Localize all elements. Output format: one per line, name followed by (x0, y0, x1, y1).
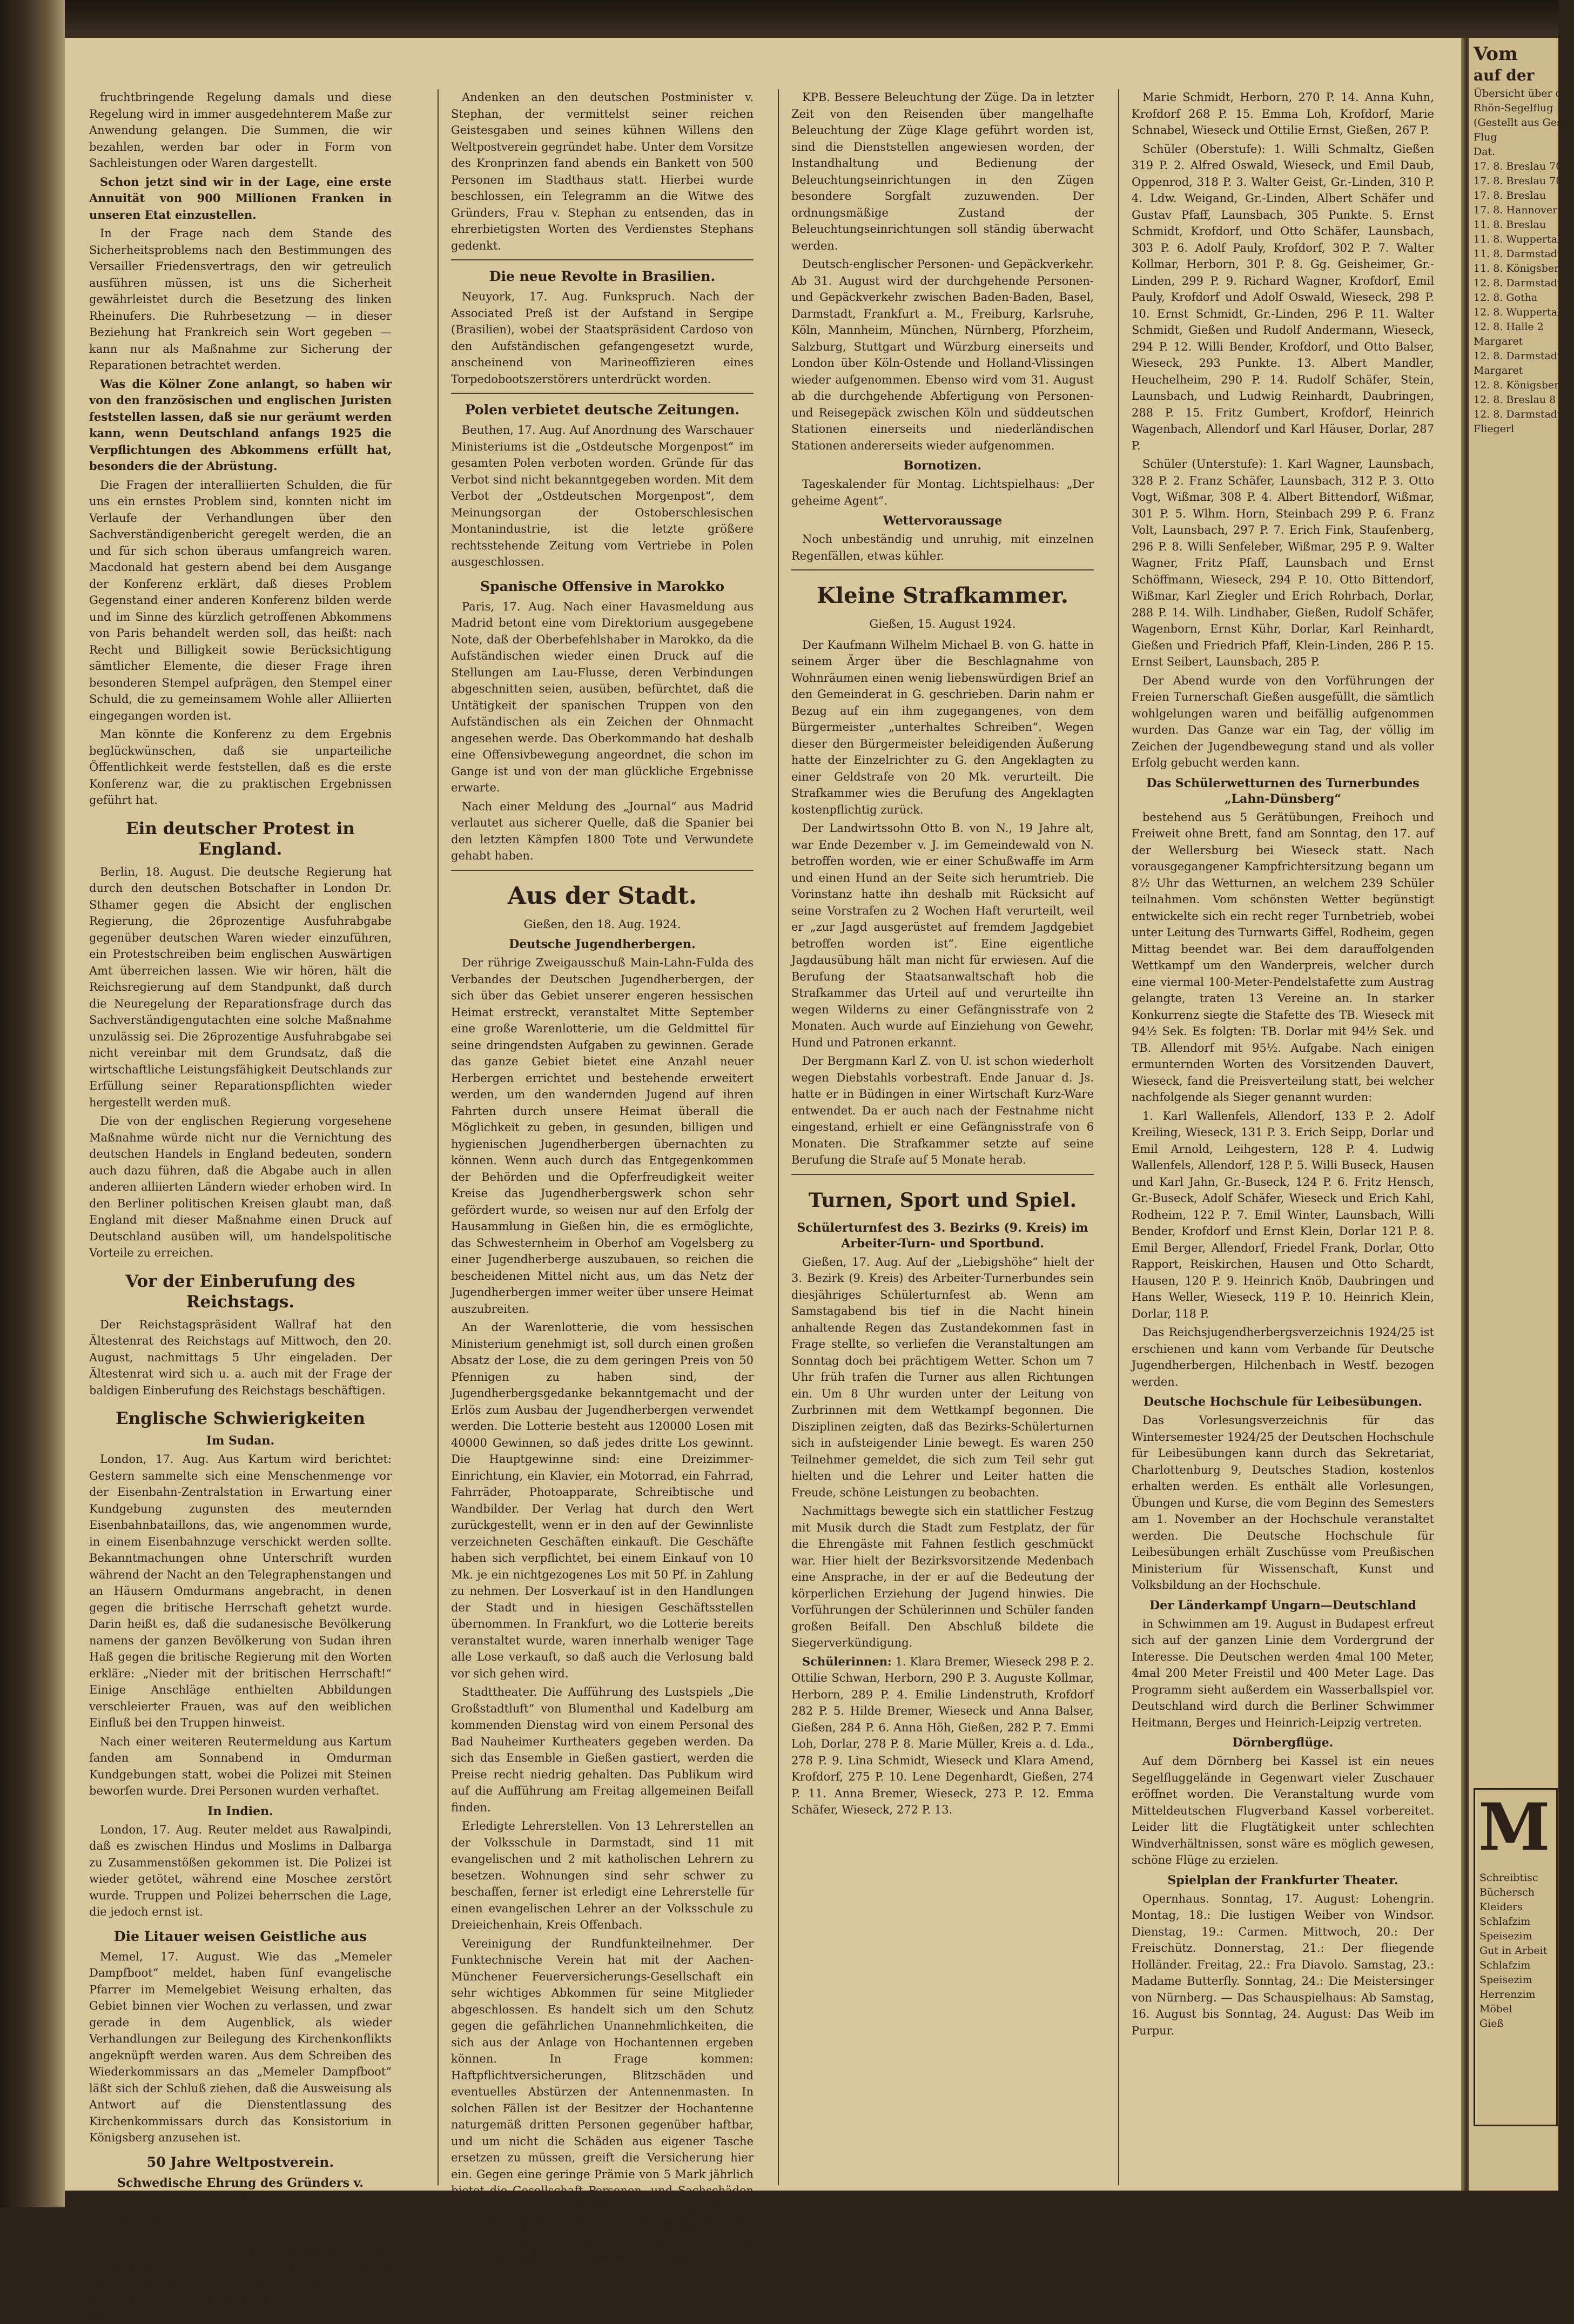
ad-line: Schlafzim (1479, 1915, 1553, 1929)
article-text: Das Vorlesungsverzeichnis für das Wintersemester 1924/25 der Deutschen Hochschule für Leibesübungen kann durch das Sekretariat, Charlottenburg 9, Deutsches Stadion, kostenlos erhalten werden. Es enthält alle Vorlesungen, Übungen und Kurse, die vom Beginn des Semesters am 1. November an der Hochschule veranstaltet werden. Die Deutsche Hochschule für Leibesübungen erhält Zuschüsse vom Preußischen Ministerium für Wissenschaft, Kunst und Volksbildung an der Hochschule. (1132, 1412, 1434, 1594)
headline-brasilien: Die neue Revolte in Brasilien. (451, 268, 754, 285)
article-text: Stadttheater. Die Aufführung des Lustspiels „Die Großstadtluft“ von Blumenthal und Kadelburg am kommenden Dienstag wird von einem Personal des Bad Nauheimer Kurtheaters gegeben werden. Da sich das Ensemble in Gießen gastiert, werden die Preise recht niedrig gehalten. Das Publikum wird auf die Aufführung am Freitag allgemeinen Beifall finden. (451, 1684, 754, 1816)
article-text: Andenken an den deutschen Postminister v. Stephan, der vermittelst seiner reichen Geistesgaben und seines kühnen Willens den Weltpostverein gegründet habe. Unter dem Vorsitze des Kronprinzen fand abends ein Bankett von 500 Personen im Stadthaus statt. Hierbei wurde beschlossen, ein Telegramm an die Witwe des Gründers, Frau v. Stephan zu entsenden, das in ehrerbietigsten Worten des Verdienstes Stephans gedenkt. (451, 89, 754, 254)
ad-letter: M (1475, 1790, 1556, 1865)
article-text: Was die Kölner Zone anlangt, so haben wir von den französischen und englischen Juristen feststellen lassen, daß sie nur geräumt werden kann, wenn Deutschland anfangs 1925 die Verpflichtungen des Abkommens erfüllt hat, besonders die der Abrüstung. (89, 376, 392, 475)
article-text: 1. Karl Wallenfels, Allendorf, 133 P. 2. Adolf Kreiling, Wieseck, 131 P. 3. Erich Seipp, Dorlar und Emil Arnold, Leihgestern, 128 P. 4. Ludwig Wallenfels, Allendorf, 128 P. 5. Willi Buseck, Hausen und Karl Jahn, Gr.-Buseck, 124 P. 6. Fritz Hensch, Gr.-Buseck, Adolf Schäfer, Wieseck und Erich Kahl, Rodheim, 122 P. 7. Emil Winter, Launsbach, Willi Bender, Krofdorf und Ernst Klein, Dorlar 121 P. 8. Emil Berger, Allendorf, Friedel Frank, Dorlar, Otto Rapport, Reiskirchen, Hausen und Otto Schardt, Hausen, 120 P. 9. Heinrich Knöb, Daubringen und Hans Weller, Wieseck, 119 P. 10. Heinrich Klein, Dorlar, 118 P. (1132, 1108, 1434, 1322)
adjacent-line: 12. 8. Halle 2 (1474, 320, 1555, 334)
adjacent-headline: Vom (1474, 43, 1555, 65)
column-rule (1118, 89, 1119, 2185)
article-text: Die Fragen der interalliierten Schulden, die für uns ein ernstes Problem sind, konnten nicht im Verlaufe der Verhandlungen über den Sachverständigenbericht geregelt werden, die an und für sich schon überaus umfangreich waren. Macdonald hat gestern abend bei dem Ausgange der Konferenz erklärt, daß dieses Problem Gegenstand einer anderen Konferenz bilden werde und im Sinne des kürzlich getroffenen Abkommens von Paris behandelt werden soll, das heißt: nach Recht und Billigkeit sowie Berücksichtigung sämtlicher Elemente, die dieser Frage ihren besonderen Stempel aufprägen, den Stempel einer Schuld, die zu gemeinsamem Wohle aller Alliierten eingegangen worden ist. (89, 477, 392, 724)
headline-spielplan: Spielplan der Frankfurter Theater. (1132, 1873, 1434, 1889)
adjacent-line: 11. 8. Darmstadt (1474, 247, 1555, 261)
article-text: Nachmittags bewegte sich ein stattlicher Festzug mit Musik durch die Stadt zum Festplatz, der für die Ehrengäste mit Fahnen festlich geschmückt war. Hier hielt der Bezirksvorsitzende Medenbach eine Ansprache, in der er auf die Bedeutung der körperlichen Erziehung der Jugend hinwies. Die Vorführungen der Schülerinnen und Schüler fanden großen Beifall. Den Abschluß bildete die Siegerverkündigung. (791, 1503, 1094, 1651)
headline-laenderkampf: Der Länderkampf Ungarn—Deutschland (1132, 1598, 1434, 1614)
divider (451, 870, 754, 871)
adjacent-line: 12. 8. Darmstadt (1474, 349, 1555, 364)
article-text: Der Abend wurde von den Vorführungen der Freien Turnerschaft Gießen ausgefüllt, die sämtlich wohlgelungen waren und beifällig aufgenommen wurden. Das Ganze war ein Tag, der völlig im Zeichen der Jugendbewegung stand und als voller Erfolg gebucht werden kann. (1132, 673, 1434, 771)
article-text: Nach einer weiteren Reutermeldung aus Kartum fanden am Sonnabend in Omdurman Kundgebungen statt, wobei die Polizei mit Steinen beworfen wurde. Drei Personen wurden verhaftet. (89, 1734, 392, 1799)
results-list: 1. Willi Schmaltz, Gießen 319 P. 2. Alfred Oswald, Wieseck, und Emil Daub, Oppenrod, 318 P. 3. Walter Geist, Gr.-Linden, 310 P. 4. Ldw. Weigand, Gr.-Linden, Albert Schäfer und Gustav Pfaff, Launsbach, 305 Punkte. 5. Ernst Schmidt, Krofdorf, und Otto Schäfer, Launsbach, 303 P. 6. Adolf Pauly, Krofdorf, 302 P. 7. Walter Kollmar, Herborn, 301 P. 8. Gg. Geisheimer, Gr.-Linden, 299 P. 9. Richard Wagner, Krofdorf, Emil Pauly, Krofdorf und Adolf Oswald, Wieseck, 298 P. 10. Ernst Schmidt, Gr.-Linden, 296 P. 11. Walter Schmidt, Gießen und Rudolf Andermann, Wieseck, 294 P. 12. Willi Bender, Krofdorf, und Otto Balser, Wieseck, 293 Punkte. 13. Albert Mandler, Heuchelheim, 290 P. 14. Rudolf Schäfer, Stein, Launsbach, und Ludwig Reinhardt, Daubringen, 288 P. 15. Fritz Gumbert, Krofdorf, Heinrich Wagenbach, Allendorf und Karl Häuser, Dorlar, 287 P. (1132, 143, 1434, 452)
column-2 (451, 89, 754, 2180)
article-text: Beuthen, 17. Aug. Auf Anordnung des Warschauer Ministeriums ist die „Ostdeutsche Morgenpost“ im gesamten Polen verboten worden. Gründe für das Verbot sind nicht bekanntgegeben worden. Mit dem Verbot der „Ostdeutschen Morgenpost“, dem Meinungsorgan der Ostoberschlesischen Montanindustrie, ist die letzte größere rechtsstehende Zeitung vom Vertriebe in Polen ausgeschlossen. (451, 422, 754, 570)
adjacent-line: 17. 8. Hannover 11 (1474, 203, 1555, 218)
results-label: Schüler (Unterstufe): (1142, 458, 1267, 471)
ad-line: Herrenzim (1479, 1987, 1553, 2002)
article-text: Der Reichstagspräsident Wallraf hat den Ältestenrat des Reichstags auf Mittwoch, den 20. August, nachmittags 5 Uhr eingeladen. Der Ältestenrat wird sich u. a. auch mit der Frage der baldigen Einberufung des Reichstags beschäftigen. (89, 1317, 392, 1399)
column-1 (89, 89, 392, 2180)
article-text: London, 17. Aug. Aus Kartum wird berichtet: Gestern sammelte sich eine Menschenmenge vor der Eisenbahn-Zentralstation in Erwartung einer Kundgebung zugunsten des meuternden Eisenbahnbataillons, das, wie angenommen wurde, in einem Eisenbahnzuge verschickt werden sollte. Bekanntmachungen ohne Unterschrift wurden während der Nacht an den Telegraphenstangen und an Häusern Omdurmans angebracht, in denen gegen die britische Herrschaft gehetzt wurde. Darin heißt es, daß die sudanesische Bevölkerung namens der ganzen Bevölkerung von Sudan ihren Haß gegen die britische Regierung mit den Worten erkläre: „Nieder mit der britischen Herrschaft!“ Einige Anschläge enthielten Abbildungen verschleierter Frauen, was auf den weiblichen Einfluß bei den Truppen hinweist. (89, 1451, 392, 1731)
column-4 (1132, 89, 1434, 2180)
headline-reichstag: Vor der Einberufung des Reichstags. (89, 1271, 392, 1312)
article-text: bestehend aus 5 Gerätübungen, Freihoch und Freiweit ohne Brett, fand am Sonntag, den 17. auf der Wellersburg bei Wieseck statt. Nach vorausgegangener Kampfrichtersitzung begann um 8½ Uhr das Wetturnen, an welchem 239 Schüler teilnahmen. Vom schönsten Wetter begünstigt entwickelte sich ein recht reger Turnbetrieb, wobei unter Leitung des Turnwarts Giffel, Rodheim, gegen Mittag beendet war. Bei dem darauffolgenden Wettkampf um den Wanderpreis, welcher durch eine viermal 100-Meter-Pendelstafette zum Austrag gelangte, traten 13 Vereine an. In starker Konkurrenz siegte die Stafette des TB. Wieseck mit 94½ Sek. Es folgten: TB. Dorlar mit 94½ Sek. und TB. Allendorf mit 95½. Aufgabe. Nach einigen ermunternden Worten des Vorsitzenden Dauvert, Wieseck, fand die Preisverteilung statt, bei welcher nachfolgende als Sieger genannt wurden: (1132, 809, 1434, 1106)
headline-litauer: Die Litauer weisen Geistliche aus (89, 1928, 392, 1945)
article-text: Deutsch-englischer Personen- und Gepäckverkehr. Ab 31. August wird der durchgehende Personen- und Gepäckverkehr zwischen Baden-Baden, Basel, Darmstadt, Frankfurt a. M., Freiburg, Karlsruhe, Köln, Mannheim, München, Nürnberg, Pforzheim, Salzburg, Stuttgart und Würzburg einerseits und London über Köln-Ostende und Holland-Vlissingen wieder aufgenommen. Ebenso wird vom 31. August ab die durchgehende Abfertigung von Personen- und Reisegepäck zwischen Köln und süddeutschen Stationen einerseits und niederländischen Stationen andererseits wieder aufgenommen. (791, 256, 1094, 454)
column-rule (778, 89, 779, 2185)
adjacent-line: (Gestellt aus Gest. (1474, 116, 1555, 130)
adjacent-line: Übersicht über die (1474, 86, 1555, 101)
adjacent-line: 17. 8. Breslau 70 (1474, 174, 1555, 189)
article-text: in Schwimmen am 19. August in Budapest erfreut sich auf der ganzen Linie dem Vordergrund der Interesse. Die Deutschen werden 4mal 100 Meter, 4mal 200 Meter Freistil und 400 Meter Lage. Das Programm sieht außerdem ein Wasserballspiel vor. Deutschland wird durch die Berliner Schwimmer Heitmann, Berges und Heinrich-Leipzig vertreten. (1132, 1616, 1434, 1731)
headline-wetter: Wettervoraussage (791, 513, 1094, 529)
column-rule (438, 89, 439, 2185)
adjacent-line: Dat. (1474, 145, 1555, 159)
adjacent-line: 11. 8. Königsberg (1474, 261, 1555, 276)
adjacent-headline: auf der (1474, 65, 1555, 86)
column-3 (791, 89, 1094, 2180)
adjacent-line: 17. 8. Breslau (1474, 189, 1555, 203)
article-text (791, 1654, 1094, 1818)
headline-jugendherbergen: Deutsche Jugendherbergen. (451, 937, 754, 952)
section-title-strafkammer: Kleine Strafkammer. (791, 581, 1094, 610)
article-text: fruchtbringende Regelung damals und diese Regelung wird in immer ausgedehnterem Maße zur Anwendung gelangen. Die Summen, die wir bezahlen, werden bar oder in Form von Sachleistungen oder Waren dargestellt. (89, 89, 392, 172)
article-text: Marie Schmidt, Herborn, 270 P. 14. Anna Kuhn, Krofdorf 268 P. 15. Emma Loh, Krofdorf, Marie Schnabel, Wieseck und Ottilie Ernst, Gießen, 267 P. (1132, 89, 1434, 139)
ad-line: Kleiders (1479, 1900, 1553, 1915)
article-text: Das Reichsjugendherbergsverzeichnis 1924/25 ist erschienen und kann vom Verbande für Deutsche Jugendherbergen, Hilchenbach in Westf. bezogen werden. (1132, 1324, 1434, 1390)
adjacent-line: 17. 8. Breslau 70 (1474, 159, 1555, 174)
ad-line: Schreibtisc (1479, 1871, 1553, 1885)
article-text: Auf dem Dörnberg bei Kassel ist ein neues Segelfluggelände in Gegenwart vieler Zuschauer eröffnet worden. Die Veranstaltung wurde vom Mitteldeutschen Flugverband Kassel vorbereitet. Leider litt die Flugtätigkeit unter schlechten Windverhältnissen, sonst wäre es möglich gewesen, schöne Flüge zu erzielen. (1132, 1753, 1434, 1869)
adjacent-line: Margaret (1474, 364, 1555, 378)
article-text: Noch unbeständig und unruhig, mit einzelnen Regenfällen, etwas kühler. (791, 531, 1094, 564)
adjacent-page-fragment (1469, 38, 1558, 2191)
article-text: Neuyork, 17. Aug. Funkspruch. Nach der Associated Preß ist der Aufstand in Sergipe (Brasilien), wobei der Staatspräsident Cardoso von den Aufständischen gefangengesetzt wurde, anscheinend von Marineoffizieren eines Torpedobootszerstörers unterdrückt worden. (451, 288, 754, 387)
article-text: KPB. Bessere Beleuchtung der Züge. Da in letzter Zeit von den Reisenden über mangelhafte Beleuchtung der Züge Klage geführt worden ist, sind die Dienststellen angewiesen worden, der Instandhaltung und Bedienung der Beleuchtungseinrichtungen in den Zügen besondere Sorgfalt zuzuwenden. Der ordnungsmäßige Zustand der Beleuchtungseinrichtungen soll ständig überwacht werden. (791, 89, 1094, 254)
article-text: Der Kaufmann Wilhelm Michael B. von G. hatte in seinem Ärger über die Beschlagnahme von Wohnräumen einen wenig liebenswürdigen Brief an den Gemeinderat in G. geschrieben. Darin nahm er Bezug auf ein ihm zugegangenes, von dem Bürgermeister „unterhaltes Schreiben“. Wegen dieser den Bürgermeister beleidigenden Äußerung hatte der Einzelrichter zu G. den Angeklagten zu einer Geldstrafe von 20 Mk. verurteilt. Die Strafkammer wies die Berufung des Angeklagten kostenpflichtig zurück. (791, 637, 1094, 818)
article-text: Der rührige Zweigausschuß Main-Lahn-Fulda des Verbandes der Deutschen Jugendherbergen, der sich über das Gebiet unserer engeren hessischen Heimat erstreckt, veranstaltet Mitte September eine große Warenlotterie, um die Geldmittel für seine dringendsten Aufgaben zu gewinnen. Gerade das ganze Gebiet bietet eine Anzahl neuer Herbergen errichtet und bestehende erweitert werden, um den wandernden Jugend auf ihren Fahrten durch unsere Heimat überall die Möglichkeit zu geben, in gesunden, billigen und hygienischen Jugendherbergen übernachten zu können. Wenn auch durch das Entgegenkommen der Behörden und die Opferfreudigkeit weiter Kreise das Jugendherbergswerk schon sehr gefördert wurde, so weisen nur auf den Erfolg der Hausammlung in Gießen hin, die es ermöglichte, das Schwesternheim in Oberhof am Vogelsberg zu einer Jugendherberge auszubauen, so reichen die bescheidenen Mittel nicht aus, um das Netz der Jugendherbergen immer weiter über unsere Heimat auszubreiten. (451, 955, 754, 1317)
adjacent-line: 12. 8. Darmstadt (1474, 276, 1555, 291)
adjacent-page-text (1469, 38, 1558, 436)
newspaper-page (65, 38, 1464, 2191)
furniture-advertisement (1474, 1788, 1558, 2126)
adjacent-line: 11. 8. Wuppertal (1474, 232, 1555, 247)
section-title-aus-der-stadt: Aus der Stadt. (451, 882, 754, 911)
adjacent-line: 12. 8. Darmstadt (1474, 407, 1555, 422)
adjacent-line: 12. 8. Gotha (1474, 291, 1555, 305)
headline-doernberg: Dörnbergflüge. (1132, 1735, 1434, 1751)
divider (791, 569, 1094, 570)
headline-indien: In Indien. (89, 1804, 392, 1819)
divider (791, 1174, 1094, 1175)
article-text: Der Landwirtssohn Otto B. von N., 19 Jahre alt, war Ende Dezember v. J. im Gemeindewald von N. betroffen worden, wie er einer Schußwaffe im Arm und einen Hund an der Seite sich herumtrieb. Die Vorinstanz hatte ihn deshalb mit Rücksicht auf seine Vorstrafen zu 2 Wochen Haft verurteilt, weil er „zur Jagd ausgerüstet auf fremdem Jagdgebiet betroffen worden ist“. Eine eigentliche Jagdausübung hält man nicht für erwiesen. Auf die Berufung der Staatsanwaltschaft hob die Strafkammer das Urteil auf und verurteilte ihn wegen Wilderns zu einer Gefängnisstrafe von 2 Monaten. Auch wurde auf Einziehung von Gewehr, Hund und Patronen erkannt. (791, 820, 1094, 1051)
ad-line: Gieß (1479, 2017, 1553, 2031)
headline-lahn-duensberg: Das Schülerwetturnen des Turnerbundes „Lahn-Dünsberg“ (1132, 776, 1434, 807)
headline-schuelerturnfest: Schülerturnfest des 3. Bezirks (9. Kreis) im Arbeiter-Turn- und Sportbund. (791, 1220, 1094, 1252)
adjacent-line: Flug (1474, 130, 1555, 145)
article-text (1132, 141, 1434, 454)
ad-line: Möbel (1479, 2002, 1553, 2017)
article-text: Vereinigung der Rundfunkteilnehmer. Der Funktechnische Verein hat mit der Aachen-Münchener Feuerversicherungs-Gesellschaft ein sehr wichtiges Abkommen für seine Mitglieder abgeschlossen. Es handelt sich um den Schutz gegen die gefährlichen Unannehmlichkeiten, die sich aus der Anlage von Hochantennen ergeben können. In Frage kommen: Haftpflichtversicherungen, Blitzschäden und eventuelles Abstürzen der Antennenmasten. In solchen Fällen ist der Besitzer der Hochantenne naturgemäß dritten Personen gegenüber haftbar, und um nicht die Schäden aus eigener Tasche ersetzen zu müssen, greift die Versicherung hier ein. Gegen eine geringe Prämie von 5 Mark jährlich bietet die Gesellschaft Personen- und Sachschäden mit je 5000 Goldmark. Die Gültigkeit der Versicherung ist natürlich davon abhängig gemacht, daß die Anlage der Antenne den Vorschriften und den behördlichen Bestimmungen entspricht. (451, 1936, 754, 2265)
headline-sudan: Englische Schwierigkeiten (89, 1408, 392, 1429)
ad-line: Büchersch (1479, 1885, 1553, 1900)
article-text: Berlin, 18. August. Die deutsche Regierung hat durch den deutschen Botschafter in London Dr. Sthamer gegen die Absicht der englischen Regierung, die 26prozentige Ausfuhrabgabe gegenüber deutschen Waren wieder einzuführen, ein Protestschreiben beim englischen Auswärtigen Amt überreichen lassen. Wie wir hören, hält die Reichsregierung auf dem Standpunkt, daß durch die Neuregelung der Reparationsfrage durch das Sachverständigengutachten eine solche Maßnahme unzulässig sei. Die 26prozentige Ausfuhrabgabe sei nicht vereinbar mit dem Grundsatz, daß die wirtschaftliche Leistungsfähigkeit Deutschlands zur Erfüllung seiner Reparationspflichten wieder hergestellt werden muß. (89, 864, 392, 1111)
article-text: Paris, 17. Aug. Nach einer Havasmeldung aus Madrid betont eine vom Direktorium ausgegebene Note, daß der Oberbefehlshaber in Marokko, da die Aufständischen wieder einen Druck auf die Stellungen am Lau-Flusse, deren Verbindungen abgeschnitten seien, ausüben, befürchtet, daß die Untätigkeit der spanischen Truppen von den Aufständischen als ein Zeichen der Ohnmacht angesehen werde. Das Oberkommando hat deshalb eine Offensivbewegung angeordnet, die schon im Gange ist und von der man glückliche Ergebnisse erwarte. (451, 599, 754, 796)
article-text: Memel, 17. August. Wie das „Memeler Dampfboot“ meldet, haben fünf evangelische Pfarrer im Memelgebiet Weisung erhalten, das Gebiet binnen vier Wochen zu verlassen, und zwar gerade in dem Augenblick, als wieder Verhandlungen zur Beilegung des Kirchenkonflikts angeknüpft werden waren. Aus dem Schreiben des Wiederkommissars an das „Memeler Dampfboot“ läßt sich der Schluß ziehen, daß die Ausweisung als Antwort auf die Dienstentlassung des Kirchenkommissars durch das Konsistorium in Königsberg anzusehen ist. (89, 1949, 392, 2146)
results-label: Schülerinnen: (802, 1655, 892, 1668)
article-text: Stockholm, 17. Aug. (WTB.) Der in Stockholm versammelte 8. Weltpostkongreß hielt am Sonnabend seine 50jährige Jubiläumsfeier des Weltpostvereins ab. Bei dem Festakt in Anwesenheit der höchsten Vertreter des Kongresses, der schwedische Generalpostdirektor Juhlin in seiner Rede das (89, 2209, 392, 2324)
article-text: In der Frage nach dem Stande des Sicherheitsproblems nach den Bestimmungen des Versailler Friedensvertrags, den wir getreulich ausführen müssen, ist uns die Sicherheit gewährleistet durch die Besetzung des linken Rheinufers. Die Ruhrbesetzung — in dieser Beziehung hat Frankreich sein Wort gegeben — kann nur als Maßnahme zur Sicherung der Reparationen betrachtet werden. (89, 225, 392, 374)
headline-polen: Polen verbietet deutsche Zeitungen. (451, 401, 754, 419)
adjacent-line: 12. 8. Breslau 8 (1474, 393, 1555, 407)
subheadline-weltpost: Schwedische Ehrung des Gründers v. Stephan. (89, 2175, 392, 2207)
headline-weltpost: 50 Jahre Weltpostverein. (89, 2154, 392, 2171)
subheadline-sudan: Im Sudan. (89, 1433, 392, 1449)
dateline: Gießen, den 18. Aug. 1924. (451, 916, 754, 933)
article-text: Opernhaus. Sonntag, 17. August: Lohengrin. Montag, 18.: Die lustigen Weiber von Windsor. Dienstag, 19.: Carmen. Mittwoch, 20.: Der Freischütz. Donnerstag, 21.: Der fliegende Holländer. Freitag, 22.: Fra Diavolo. Samstag, 23.: Madame Butterfly. Sonntag, 24.: Die Meistersinger von Nürnberg. — Das Schauspielhaus: Ab Samstag, 16. August bis Sonntag, 24. August: Das Weib im Purpur. (1132, 1891, 1434, 2039)
section-title-sport: Turnen, Sport und Spiel. (791, 1186, 1094, 1215)
scan-left-edge (0, 0, 65, 2207)
results-list: 1. Karl Wagner, Launsbach, 328 P. 2. Franz Schäfer, Launsbach, 312 P. 3. Otto Vogt, Wißmar, 308 P. 4. Albert Bittendorf, Wißmar, 301 P. 5. Wlhm. Horn, Steinbach 299 P. 6. Franz Volt, Launsbach, 297 P. 7. Erich Fink, Staufenberg, 296 P. 8. Willi Senfeleber, Wißmar, 295 P. 9. Walter Wagner, Fritz Pfaff, Launsbach und Ernst Schöffmann, Wieseck, 294 P. 10. Otto Bittendorf, Wißmar, Karl Ziegler und Erich Rohrbach, Dorlar, 288 P. 14. Wilh. Lindhaber, Gießen, Rudolf Schäfer, Wagenborn, Ernst Kühr, Dorlar, Karl Reinhardt, Gießen und Friedrich Pfaff, Klein-Linden, 286 P. 15. Ernst Seibert, Launsbach, 285 P. (1132, 458, 1434, 668)
adjacent-line: 12. 8. Königsberg (1474, 378, 1555, 393)
adjacent-line: 11. 8. Breslau (1474, 218, 1555, 232)
ad-line: Schlafzim (1479, 1958, 1553, 1973)
article-text (1132, 456, 1434, 670)
article-text: Nach einer Meldung des „Journal“ aus Madrid verlautet aus sicherer Quelle, daß die Spanier bei den letzten Kämpfen 1800 Tote und Verwundete gehabt haben. (451, 798, 754, 864)
dateline: Gießen, 15. August 1924. (791, 616, 1094, 633)
divider (451, 259, 754, 260)
article-text: An der Warenlotterie, die vom hessischen Ministerium genehmigt ist, soll durch einen großen Absatz der Lose, die zu dem geringen Preis von 50 Pfennigen zu haben sind, der Jugendherbergsgedanke bekanntgemacht und der Erlös zum Ausbau der Jugendherbergen verwendet werden. Die Lotterie besteht aus 120000 Losen mit 40000 Gewinnen, so daß jedes dritte Los gewinnt. Die Hauptgewinne sind: eine Dreizimmer-Einrichtung, ein Klavier, ein Motorrad, ein Fahrrad, Fahrräder, Photoapparate, Schreibtische und Wandbilder. Der Verlag hat durch den Wert zurückgestellt, wenn er in den auf der Gewinnliste verzeichneten Geschäften einkauft. Die Geschäfte haben sich verpflichtet, bei einem Einkauf von 10 Mk. je ein nichtgezogenes Los mit 50 Pf. in Zahlung zu nehmen. Der Losverkauf ist in den Handlungen der Stadt und in hiesigen Geschäftsstellen übernommen. In Frankfurt, wo die Lotterie bereits veranstaltet wurde, waren innerhalb weniger Tage alle Lose verkauft, so daß auch die Verlosung bald vor sich gehen wird. (451, 1319, 754, 1682)
headline-protest-england: Ein deutscher Protest in England. (89, 818, 392, 859)
article-text: London, 17. Aug. Reuter meldet aus Rawalpindi, daß es zwischen Hindus und Moslims in Dalbarga zu Zusammenstößen gekommen ist. Die Polizei ist wieder getötet, während eine Moschee zerstört wurde. Truppen und Polizei beherrschen die Lage, die jedoch ernst ist. (89, 1822, 392, 1920)
adjacent-line: Margaret (1474, 334, 1555, 349)
article-text: Erledigte Lehrerstellen. Von 13 Lehrerstellen an der Volksschule in Darmstadt, sind 11 mit evangelischen und 2 mit katholischen Lehrern zu besetzen. Wohnungen sind sehr schwer zu beschaffen, ferner ist erledigt eine Lehrerstelle für einen evangelischen Lehrer an der Volksschule zu Dreieichenhain, Kreis Offenbach. (451, 1818, 754, 1933)
ad-line: Speisezim (1479, 1973, 1553, 1987)
article-text: Schon jetzt sind wir in der Lage, eine erste Annuität von 900 Millionen Franken in unseren Etat einzustellen. (89, 174, 392, 224)
results-list: 1. Klara Bremer, Wieseck 298 P. 2. Ottilie Schwan, Herborn, 290 P. 3. Auguste Kollmar, Herborn, 289 P. 4. Emilie Lindenstruth, Krofdorf 282 P. 5. Hilde Bremer, Wieseck und Anna Balser, Gießen, 284 P. 6. Anna Höh, Gießen, 282 P. 7. Emmi Loh, Dorlar, 278 P. 8. Marie Müller, Kreis a. d. Lda., 278 P. 9. Lina Schmidt, Wieseck und Klara Amend, Krofdorf, 275 P. 10. Lene Degenhardt, Gießen, 274 P. 11. Anna Bremer, Wieseck, 273 P. 12. Emma Schäfer, Wieseck, 272 P. 13. (791, 1655, 1094, 1817)
adjacent-line: Fliegerl (1474, 422, 1555, 436)
article-text: Tageskalender für Montag. Lichtspielhaus: „Der geheime Agent“. (791, 476, 1094, 509)
ad-line: Speisezim (1479, 1929, 1553, 1944)
article-text: Die von der englischen Regierung vorgesehene Maßnahme würde nicht nur die Vernichtung des deutschen Handels in England bedeuten, sondern auch dazu führen, daß die Abgabe auch in allen anderen alliierten Ländern wieder erhoben wird. In den Berliner politischen Kreisen glaubt man, daß England mit dieser Maßnahme einen Druck auf Deutschland ausüben will, um handelspolitische Vorteile zu erreichen. (89, 1113, 392, 1261)
ad-lines (1475, 1865, 1556, 2031)
results-label: Schüler (Oberstufe): (1142, 143, 1266, 156)
article-text: Gießen, 17. Aug. Auf der „Liebigshöhe“ hielt der 3. Bezirk (9. Kreis) des Arbeiter-Turnerbundes sein diesjähriges Schülerturnfest ab. Wenn am Samstagabend bis tief in die Nacht hinein anhaltende Regen das Zustandekommen fast in Frage stellte, so verliefen die Veranstaltungen am Sonntag doch bei prächtigem Wetter. Schon um 7 Uhr früh trafen die Turner aus allen Richtungen ein. Um 8 Uhr wurden unter der Leitung von Zurbrinnen mit dem Wettkampf begonnen. Die Disziplinen zeigten, daß das Bezirks-Schülerturnen sich in aufsteigender Linie bewegt. Es waren 250 Teilnehmer gemeldet, die sich zum Teil sehr gut hielten und die Lehrer und Leiter hatten die Freude, schöne Leistungen zu beobachten. (791, 1254, 1094, 1501)
article-text: Der Bergmann Karl Z. von U. ist schon wiederholt wegen Diebstahls vorbestraft. Ende Januar d. Js. hatte er in Büdingen in einer Wirtschaft Kurz-Ware entwendet. Da er auch nach der Festnahme nicht eingestand, erhielt er eine Gefängnisstrafe von 6 Monaten. Die Strafkammer setzte auf seine Berufung die Strafe auf 5 Monate herab. (791, 1053, 1094, 1168)
adjacent-lines (1474, 86, 1555, 436)
article-text: Man könnte die Konferenz zu dem Ergebnis beglückwünschen, daß sie unparteiliche Öffentlichkeit werde feststellen, daß es die erste Konferenz war, die zu praktischen Ergebnissen geführt hat. (89, 726, 392, 809)
ad-line: Gut in Arbeit (1479, 1944, 1553, 1958)
headline-hochschule: Deutsche Hochschule für Leibesübungen. (1132, 1394, 1434, 1410)
headline-notizen: Bornotizen. (791, 458, 1094, 474)
scan-top-edge (0, 0, 1558, 38)
adjacent-line: 12. 8. Wuppertal (1474, 305, 1555, 320)
adjacent-line: Rhön-Segelflug (1474, 101, 1555, 116)
divider (451, 393, 754, 394)
headline-marokko: Spanische Offensive in Marokko (451, 578, 754, 595)
